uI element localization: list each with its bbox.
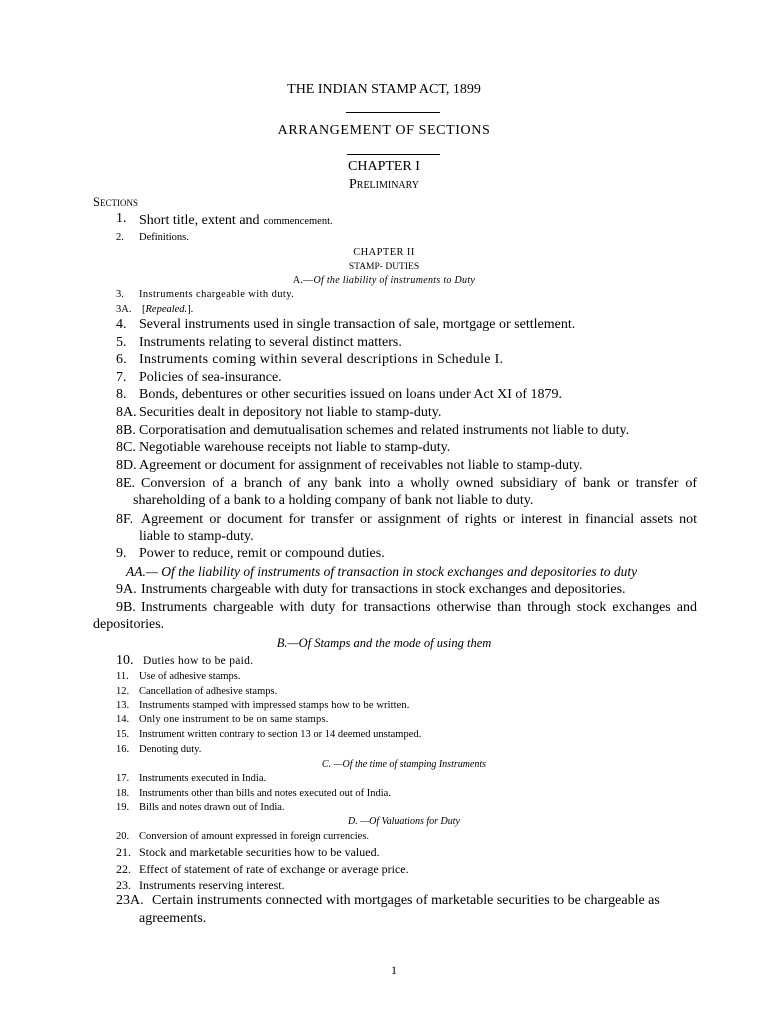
part-b-heading: B.—Of Stamps and the mode of using them (276, 636, 492, 650)
section-11: Use of adhesive stamps. (139, 671, 241, 682)
part-a-heading: A.—Of the liability of instruments to Duty (292, 275, 476, 286)
section-8a: Securities dealt in depository not liable to stamp-duty. (139, 405, 442, 420)
section-number: 5. (116, 335, 127, 350)
part-d-heading: D. —Of Valuations for Duty (348, 816, 460, 827)
section-number: 16. (116, 744, 130, 755)
section-number: 9B. (116, 600, 136, 615)
page-number: 1 (391, 963, 397, 977)
sections-label: Sections (93, 195, 138, 209)
section-23a-line-1: Certain instruments connected with mortgages of marketable securities to be chargeable as (152, 893, 660, 908)
section-number: 17. (116, 773, 130, 784)
section-number: 8. (116, 387, 127, 402)
section-number: 6. (116, 352, 127, 367)
section-13: Instruments stamped with impressed stamps how to be written. (139, 700, 410, 711)
section-22: Effect of statement of rate of exchange or average price. (139, 862, 409, 876)
section-number: 8A. (116, 405, 137, 420)
section-9a: Instruments chargeable with duty for transactions in stock exchanges and depositories. (141, 582, 626, 597)
section-number: 9A. (116, 582, 137, 597)
section-number: 3A. (116, 304, 132, 315)
section-1: Short title, extent and commencement. (139, 213, 333, 228)
section-number: 11. (116, 671, 129, 682)
arrangement-heading: ARRANGEMENT OF SECTIONS (277, 123, 491, 138)
section-8b: Corporatisation and demutualisation schemes and related instruments not liable to duty. (139, 423, 630, 438)
section-number: 10. (116, 653, 134, 668)
section-number: 3. (116, 289, 124, 300)
section-17: Instruments executed in India. (139, 773, 267, 784)
section-6: Instruments coming within several descriptions in Schedule I. (139, 352, 504, 367)
section-5: Instruments relating to several distinct matters. (139, 335, 402, 350)
section-number: 20. (116, 831, 130, 842)
section-number: 14. (116, 714, 130, 725)
section-15: Instrument written contrary to section 13 or 14 deemed unstamped. (139, 729, 422, 740)
section-7: Policies of sea-insurance. (139, 370, 282, 385)
section-9b-line-1: Instruments chargeable with duty for transactions otherwise than through stock exchanges and (141, 600, 697, 615)
chapter-2-subtitle: STAMP- DUTIES (348, 262, 420, 272)
section-number: 8F. (116, 512, 134, 527)
section-number: 8E. (116, 476, 136, 491)
section-number: 12. (116, 686, 130, 697)
section-number: 21. (116, 845, 131, 859)
section-21: Stock and marketable securities how to be valued. (139, 845, 380, 859)
section-8e-line-2: shareholding of a bank to a holding company of bank not liable to duty. (133, 493, 534, 508)
section-14: Only one instrument to be on same stamps. (139, 714, 329, 725)
section-number: 2. (116, 232, 124, 243)
chapter-1-name: Preliminary (348, 177, 419, 192)
section-number: 8C. (116, 440, 136, 455)
section-18: Instruments other than bills and notes executed out of India. (139, 788, 391, 799)
section-number: 15. (116, 729, 130, 740)
section-23: Instruments reserving interest. (139, 878, 285, 892)
act-title: THE INDIAN STAMP ACT, 1899 (287, 82, 481, 97)
section-23a-line-2: agreements. (139, 911, 207, 926)
section-8f-line-2: liable to stamp-duty. (139, 529, 254, 544)
section-number: 13. (116, 700, 130, 711)
chapter-1-title: CHAPTER I (348, 159, 420, 174)
section-number: 9. (116, 546, 127, 561)
section-number: 1. (116, 211, 127, 226)
section-8c: Negotiable warehouse receipts not liable to stamp-duty. (139, 440, 451, 455)
section-4: Several instruments used in single transaction of sale, mortgage or settlement. (139, 317, 576, 332)
section-8f-line-1: Agreement or document for transfer or assignment of rights or interest in financial assets not (141, 512, 697, 527)
section-8: Bonds, debentures or other securities issued on loans under Act XI of 1879. (139, 387, 563, 402)
section-2: Definitions. (139, 232, 189, 243)
section-number: 4. (116, 317, 127, 332)
part-c-heading: C. —Of the time of stamping Instruments (321, 759, 487, 770)
section-3a: [Repealed.]. (142, 304, 194, 315)
section-12: Cancellation of adhesive stamps. (139, 686, 278, 697)
chapter-2-title: CHAPTER II (353, 247, 415, 258)
section-number: 18. (116, 788, 130, 799)
section-9: Power to reduce, remit or compound duties. (139, 546, 385, 561)
section-number: 23. (116, 878, 131, 892)
section-19: Bills and notes drawn out of India. (139, 802, 285, 813)
section-9b-line-2: depositories. (93, 617, 165, 632)
section-3: Instruments chargeable with duty. (139, 289, 295, 300)
section-number: 8B. (116, 423, 136, 438)
section-number: 23A. (116, 893, 144, 908)
arrangement-rule (347, 154, 440, 155)
section-20: Conversion of amount expressed in foreign currencies. (139, 831, 370, 842)
section-number: 8D. (116, 458, 137, 473)
part-aa-heading: AA.— Of the liability of instruments of transaction in stock exchanges and depositories to duty (126, 564, 638, 579)
title-rule (346, 112, 440, 113)
section-number: 7. (116, 370, 127, 385)
section-8e-line-1: Conversion of a branch of any bank into a wholly owned subsidiary of bank or transfer of (141, 476, 697, 491)
section-10: Duties how to be paid. (143, 655, 254, 667)
section-number: 22. (116, 862, 131, 876)
section-16: Denoting duty. (139, 744, 202, 755)
section-number: 19. (116, 802, 130, 813)
section-8d: Agreement or document for assignment of receivables not liable to stamp-duty. (139, 458, 583, 473)
